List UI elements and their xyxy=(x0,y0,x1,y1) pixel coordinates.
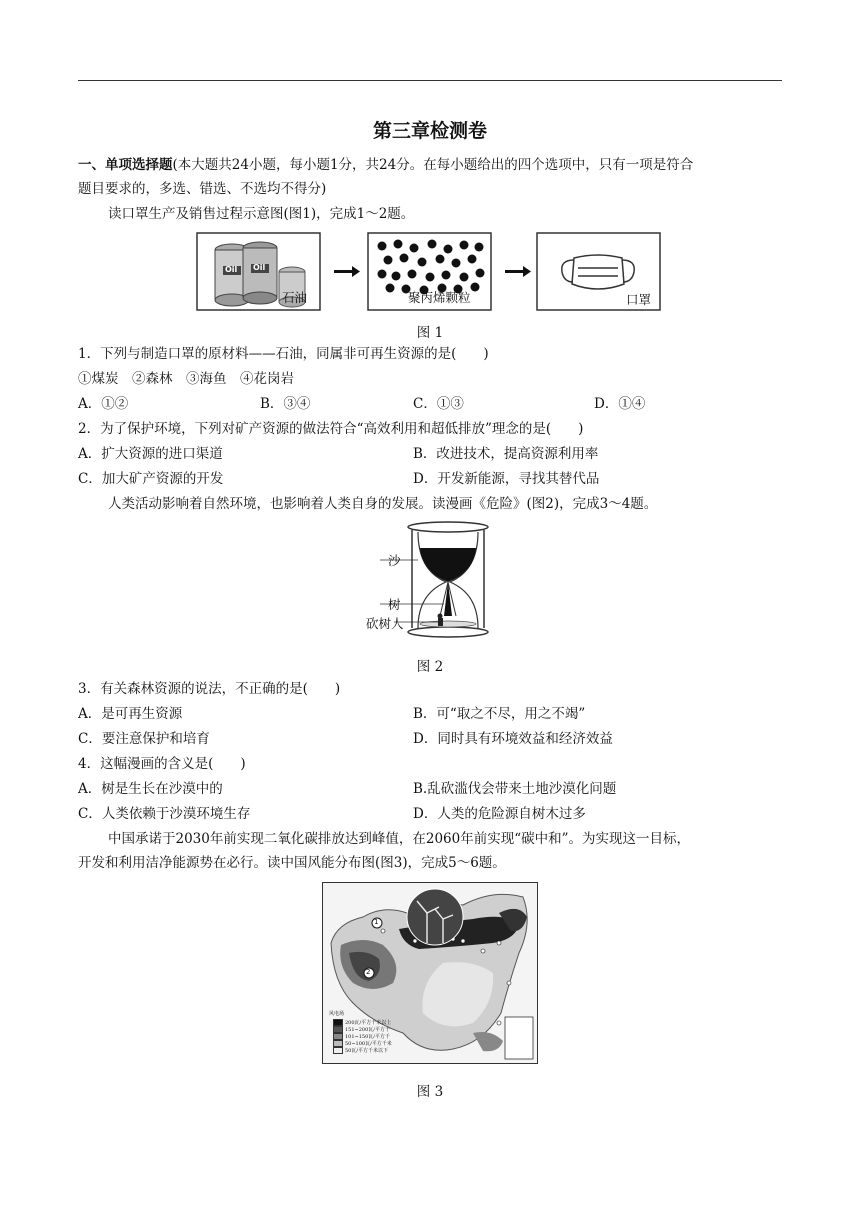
legend-label: 50~100瓦/平方千米 xyxy=(345,1041,392,1047)
legend-label: 101~150瓦/平方千 xyxy=(345,1034,390,1040)
figure-1-caption: 图 1 xyxy=(416,325,444,341)
legend-title: 风电场 xyxy=(329,1011,345,1017)
q4-option-c[interactable]: C．人类依赖于沙漠环境生存 xyxy=(78,806,251,822)
q1-option-b[interactable]: B．③④ xyxy=(260,396,311,412)
q1-option-a[interactable]: A．①② xyxy=(78,396,129,412)
legend-label: 50瓦/平方千米以下 xyxy=(345,1048,389,1054)
page-title: 第三章检测卷 xyxy=(372,120,487,142)
south-china-sea-inset xyxy=(505,1017,533,1059)
tree-icon xyxy=(444,582,452,616)
legend-item xyxy=(333,1033,393,1039)
intro-3: 中国承诺于2030年前实现二氧化碳排放达到峰值，在2060年前实现“碳中和”。为实现这一目标， xyxy=(108,831,691,847)
legend-label: 151~200瓦/平方千 xyxy=(345,1027,390,1033)
q1-items: ①煤炭 ②森林 ③海鱼 ④花岗岩 xyxy=(78,371,294,387)
legend-item xyxy=(333,1026,393,1032)
q2-option-d[interactable]: D．开发新能源，寻找其替代品 xyxy=(413,471,600,487)
q2-option-a[interactable]: A．扩大资源的进口渠道 xyxy=(78,446,223,462)
figure-2-caption: 图 2 xyxy=(416,659,444,675)
oil-barrel-text-1: Oil xyxy=(225,265,238,274)
legend-swatch xyxy=(333,1033,343,1040)
map-legend xyxy=(327,1011,407,1059)
figure-2 xyxy=(360,520,500,645)
oil-label: 石油 xyxy=(282,290,308,305)
q1-stem: 1．下列与制造口罩的原材料——石油，同属非可再生资源的是( ) xyxy=(78,346,489,362)
legend-item xyxy=(333,1047,393,1053)
legend-item xyxy=(333,1040,393,1046)
q4-option-b[interactable]: B.乱砍滥伐会带来土地沙漠化问题 xyxy=(413,781,617,797)
legend-swatch xyxy=(333,1040,343,1047)
q3-stem: 3．有关森林资源的说法，不正确的是( ) xyxy=(78,681,341,697)
tree-label: 树 xyxy=(388,597,401,612)
marker-1-label: 1 xyxy=(374,918,379,926)
section-desc: (本大题共24小题，每小题1分，共24分。在每小题给出的四个选项中，只有一项是符合 xyxy=(172,157,694,173)
figure-3-caption: 图 3 xyxy=(416,1084,444,1100)
wind-turbine-icon xyxy=(407,889,463,945)
legend-swatch xyxy=(333,1047,343,1054)
section-desc-cont: 题目要求的，多选、错选、不选均不得分) xyxy=(78,181,327,197)
legend-swatch xyxy=(333,1019,343,1026)
marker-2-label: 2 xyxy=(366,968,371,976)
q2-stem: 2．为了保护环境，下列对矿产资源的做法符合“高效利用和超低排放”理念的是( ) xyxy=(78,421,584,437)
mask-label: 口罩 xyxy=(626,292,652,307)
sand-label: 沙 xyxy=(388,553,401,568)
section-heading: 一、单项选择题 xyxy=(78,157,173,173)
q4-option-a[interactable]: A．树是生长在沙漠中的 xyxy=(78,781,223,797)
q1-option-c[interactable]: C．①③ xyxy=(413,396,464,412)
q3-option-c[interactable]: C．要注意保护和培育 xyxy=(78,731,210,747)
q3-option-b[interactable]: B．可“取之不尽，用之不竭” xyxy=(413,706,586,722)
q2-option-b[interactable]: B．改进技术，提高资源利用率 xyxy=(413,446,599,462)
intro-1: 读口罩生产及销售过程示意图(图1)，完成1～2题。 xyxy=(108,206,415,222)
oil-barrel-text-2: Oil xyxy=(253,263,266,272)
header-rule xyxy=(78,80,782,81)
q3-option-a[interactable]: A．是可再生资源 xyxy=(78,706,183,722)
figure-1 xyxy=(196,232,662,312)
intro-3-cont: 开发和利用洁净能源势在必行。读中国风能分布图(图3)，完成5～6题。 xyxy=(78,855,506,871)
q1-option-d[interactable]: D．①④ xyxy=(594,396,646,412)
q3-option-d[interactable]: D．同时具有环境效益和经济效益 xyxy=(413,731,613,747)
legend-label: 200瓦/平方千米以上 xyxy=(345,1020,392,1026)
woodcutter-icon xyxy=(438,614,444,627)
granules-label: 聚丙烯颗粒 xyxy=(408,290,471,305)
legend-swatch xyxy=(333,1026,343,1033)
intro-2: 人类活动影响着自然环境，也影响着人类自身的发展。读漫画《危险》(图2)，完成3～4题。 xyxy=(108,496,658,512)
figure-3-map xyxy=(322,882,538,1064)
sand-icon xyxy=(420,548,476,582)
q4-stem: 4．这幅漫画的含义是( ) xyxy=(78,756,246,772)
q4-option-d[interactable]: D．人类的危险源自树木过多 xyxy=(413,806,586,822)
woodcutter-label: 砍树人 xyxy=(366,616,404,631)
legend-item xyxy=(333,1019,393,1025)
section-header xyxy=(78,155,782,175)
q2-option-c[interactable]: C．加大矿产资源的开发 xyxy=(78,471,224,487)
